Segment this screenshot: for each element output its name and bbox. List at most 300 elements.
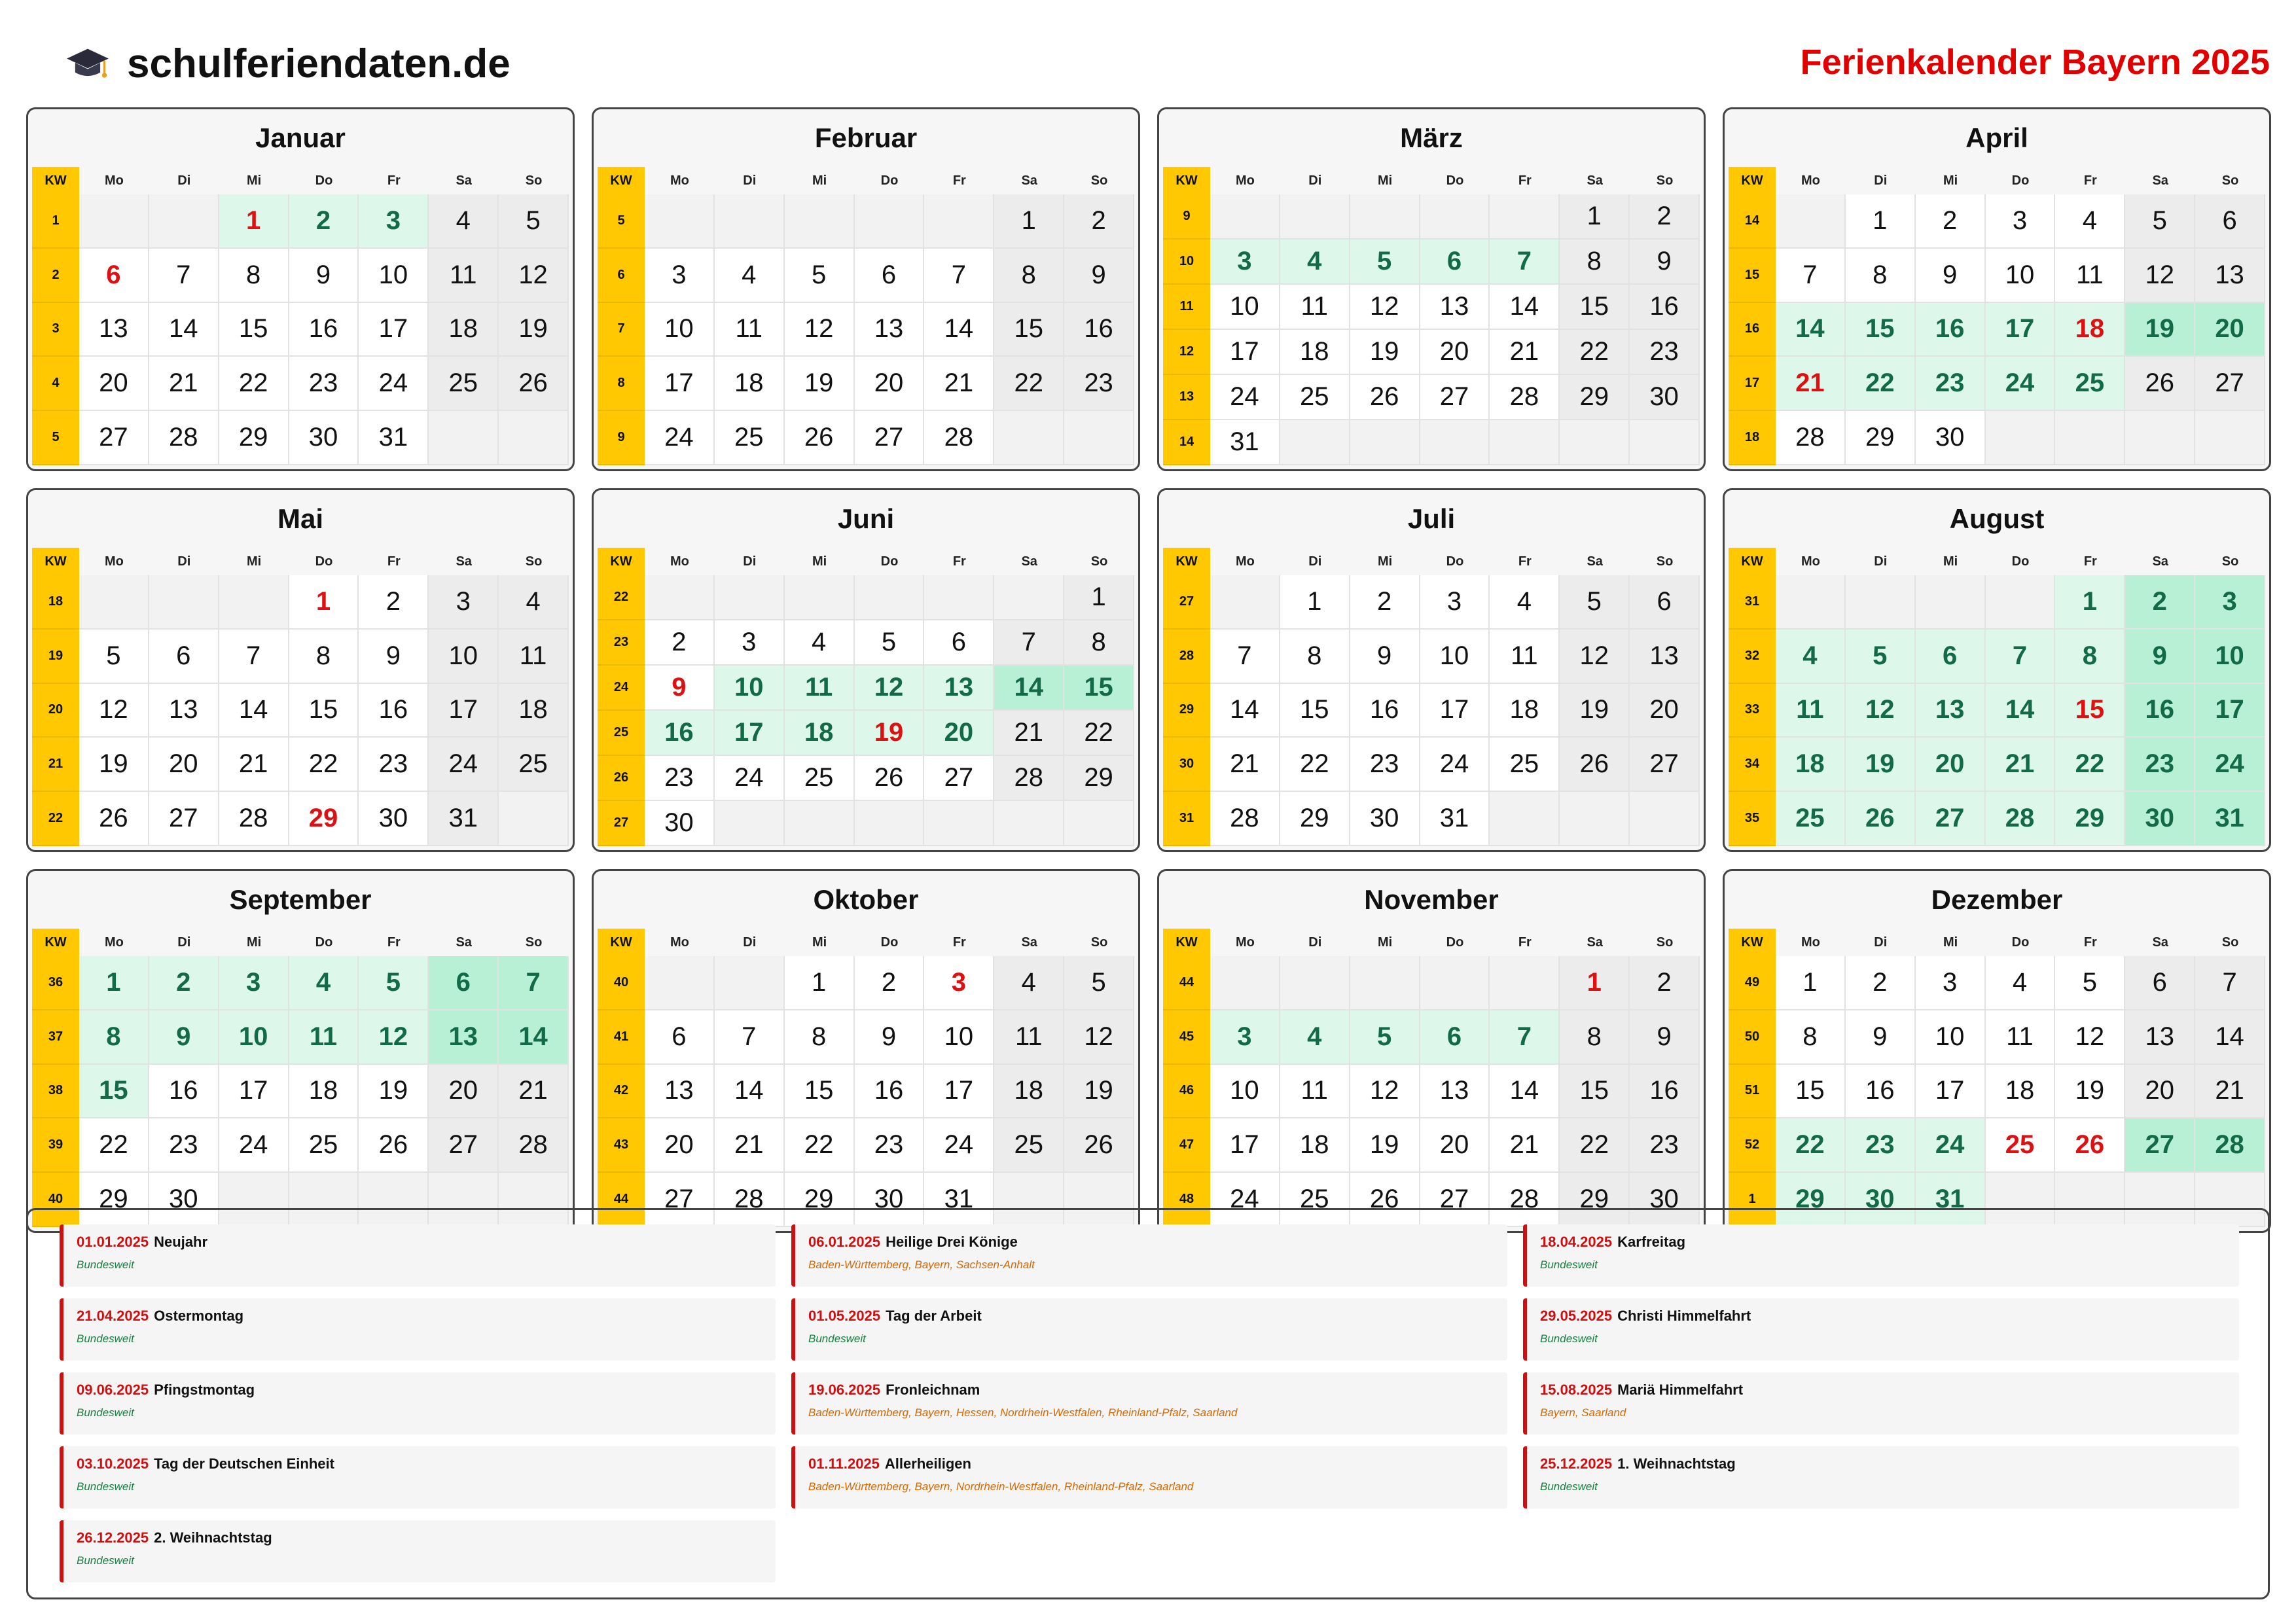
day-cell[interactable]: 16 bbox=[149, 1065, 219, 1119]
school-holiday-cell[interactable]: 27 bbox=[1916, 792, 1986, 846]
day-cell[interactable]: 29 bbox=[1064, 756, 1134, 801]
day-cell[interactable]: 10 bbox=[645, 303, 715, 357]
day-cell[interactable]: 19 bbox=[1064, 1065, 1134, 1119]
day-cell[interactable]: 25 bbox=[994, 1118, 1064, 1173]
day-cell[interactable]: 13 bbox=[2195, 249, 2265, 303]
day-cell[interactable]: 13 bbox=[1420, 285, 1490, 330]
day-cell[interactable]: 8 bbox=[1560, 240, 1630, 285]
day-cell[interactable]: 25 bbox=[1490, 738, 1560, 792]
day-cell[interactable]: 24 bbox=[1210, 1173, 1280, 1227]
school-holiday-cell[interactable]: 6 bbox=[1420, 1010, 1490, 1065]
school-holiday-cell[interactable]: 19 bbox=[1846, 738, 1916, 792]
school-holiday-cell[interactable]: 17 bbox=[2195, 684, 2265, 738]
day-cell[interactable]: 21 bbox=[1490, 330, 1560, 375]
day-cell[interactable]: 11 bbox=[2055, 249, 2125, 303]
day-cell[interactable]: 15 bbox=[1776, 1065, 1846, 1119]
day-cell[interactable]: 5 bbox=[499, 194, 569, 249]
school-holiday-cell[interactable]: 23 bbox=[1916, 357, 1986, 411]
school-holiday-cell[interactable]: 11 bbox=[785, 666, 855, 711]
school-holiday-cell[interactable]: 26 bbox=[1846, 792, 1916, 846]
school-holiday-cell[interactable]: 22 bbox=[1846, 357, 1916, 411]
day-cell[interactable]: 16 bbox=[855, 1065, 925, 1119]
day-cell[interactable]: 13 bbox=[149, 684, 219, 738]
school-holiday-cell[interactable]: 4 bbox=[1280, 240, 1350, 285]
day-cell[interactable]: 15 bbox=[1560, 1065, 1630, 1119]
day-cell[interactable]: 26 bbox=[855, 756, 925, 801]
school-holiday-cell[interactable]: 4 bbox=[1280, 1010, 1350, 1065]
day-cell[interactable]: 17 bbox=[645, 357, 715, 411]
public-holiday-cell[interactable]: 1 bbox=[289, 575, 359, 630]
day-cell[interactable]: 26 bbox=[79, 792, 149, 846]
day-cell[interactable]: 11 bbox=[429, 249, 499, 303]
school-holiday-cell[interactable]: 8 bbox=[2055, 630, 2125, 684]
day-cell[interactable]: 17 bbox=[429, 684, 499, 738]
day-cell[interactable]: 26 bbox=[2125, 357, 2195, 411]
day-cell[interactable]: 20 bbox=[1630, 684, 1700, 738]
day-cell[interactable]: 14 bbox=[149, 303, 219, 357]
day-cell[interactable]: 9 bbox=[359, 630, 429, 684]
day-cell[interactable]: 23 bbox=[359, 738, 429, 792]
day-cell[interactable]: 6 bbox=[855, 249, 925, 303]
day-cell[interactable]: 5 bbox=[785, 249, 855, 303]
day-cell[interactable]: 30 bbox=[289, 411, 359, 465]
day-cell[interactable]: 2 bbox=[1064, 194, 1134, 249]
school-holiday-cell[interactable]: 20 bbox=[2195, 303, 2265, 357]
day-cell[interactable]: 9 bbox=[1350, 630, 1420, 684]
day-cell[interactable]: 10 bbox=[359, 249, 429, 303]
day-cell[interactable]: 16 bbox=[1350, 684, 1420, 738]
school-holiday-cell[interactable]: 2 bbox=[289, 194, 359, 249]
school-holiday-cell[interactable]: 17 bbox=[715, 711, 785, 756]
day-cell[interactable]: 2 bbox=[1846, 956, 1916, 1010]
day-cell[interactable]: 31 bbox=[1210, 420, 1280, 465]
day-cell[interactable]: 26 bbox=[1350, 375, 1420, 420]
day-cell[interactable]: 29 bbox=[1846, 411, 1916, 465]
day-cell[interactable]: 2 bbox=[855, 956, 925, 1010]
day-cell[interactable]: 21 bbox=[499, 1065, 569, 1119]
day-cell[interactable]: 14 bbox=[1210, 684, 1280, 738]
day-cell[interactable]: 21 bbox=[219, 738, 289, 792]
day-cell[interactable]: 6 bbox=[1630, 575, 1700, 630]
school-holiday-cell[interactable]: 11 bbox=[289, 1010, 359, 1065]
day-cell[interactable]: 19 bbox=[785, 357, 855, 411]
day-cell[interactable]: 9 bbox=[1630, 1010, 1700, 1065]
day-cell[interactable]: 4 bbox=[1490, 575, 1560, 630]
day-cell[interactable]: 16 bbox=[359, 684, 429, 738]
day-cell[interactable]: 13 bbox=[855, 303, 925, 357]
day-cell[interactable]: 23 bbox=[149, 1118, 219, 1173]
day-cell[interactable]: 22 bbox=[1064, 711, 1134, 756]
day-cell[interactable]: 10 bbox=[1986, 249, 2056, 303]
day-cell[interactable]: 8 bbox=[1064, 620, 1134, 666]
public-holiday-cell[interactable]: 3 bbox=[924, 956, 994, 1010]
day-cell[interactable]: 17 bbox=[219, 1065, 289, 1119]
day-cell[interactable]: 4 bbox=[715, 249, 785, 303]
public-holiday-cell[interactable]: 1 bbox=[1560, 956, 1630, 1010]
day-cell[interactable]: 8 bbox=[1776, 1010, 1846, 1065]
day-cell[interactable]: 28 bbox=[924, 411, 994, 465]
day-cell[interactable]: 15 bbox=[1280, 684, 1350, 738]
school-holiday-cell[interactable]: 9 bbox=[2125, 630, 2195, 684]
day-cell[interactable]: 11 bbox=[1280, 1065, 1350, 1119]
school-holiday-cell[interactable]: 10 bbox=[219, 1010, 289, 1065]
day-cell[interactable]: 29 bbox=[785, 1173, 855, 1227]
day-cell[interactable]: 14 bbox=[924, 303, 994, 357]
day-cell[interactable]: 22 bbox=[785, 1118, 855, 1173]
day-cell[interactable]: 23 bbox=[1630, 330, 1700, 375]
day-cell[interactable]: 30 bbox=[149, 1173, 219, 1227]
day-cell[interactable]: 19 bbox=[1350, 330, 1420, 375]
school-holiday-cell[interactable]: 12 bbox=[359, 1010, 429, 1065]
day-cell[interactable]: 15 bbox=[785, 1065, 855, 1119]
school-holiday-cell[interactable]: 10 bbox=[715, 666, 785, 711]
public-holiday-cell[interactable]: 9 bbox=[645, 666, 715, 711]
day-cell[interactable]: 16 bbox=[1630, 1065, 1700, 1119]
day-cell[interactable]: 26 bbox=[1064, 1118, 1134, 1173]
day-cell[interactable]: 4 bbox=[2055, 194, 2125, 249]
day-cell[interactable]: 28 bbox=[149, 411, 219, 465]
day-cell[interactable]: 16 bbox=[1630, 285, 1700, 330]
school-holiday-cell[interactable]: 5 bbox=[1350, 240, 1420, 285]
day-cell[interactable]: 10 bbox=[924, 1010, 994, 1065]
day-cell[interactable]: 30 bbox=[359, 792, 429, 846]
day-cell[interactable]: 28 bbox=[1776, 411, 1846, 465]
school-holiday-cell[interactable]: 13 bbox=[1916, 684, 1986, 738]
day-cell[interactable]: 23 bbox=[1064, 357, 1134, 411]
day-cell[interactable]: 17 bbox=[1210, 330, 1280, 375]
day-cell[interactable]: 6 bbox=[924, 620, 994, 666]
day-cell[interactable]: 6 bbox=[2195, 194, 2265, 249]
day-cell[interactable]: 15 bbox=[219, 303, 289, 357]
day-cell[interactable]: 11 bbox=[1986, 1010, 2056, 1065]
day-cell[interactable]: 12 bbox=[1350, 1065, 1420, 1119]
day-cell[interactable]: 5 bbox=[1064, 956, 1134, 1010]
day-cell[interactable]: 12 bbox=[2055, 1010, 2125, 1065]
day-cell[interactable]: 9 bbox=[1846, 1010, 1916, 1065]
public-holiday-cell[interactable]: 19 bbox=[855, 711, 925, 756]
day-cell[interactable]: 27 bbox=[1630, 738, 1700, 792]
day-cell[interactable]: 4 bbox=[994, 956, 1064, 1010]
day-cell[interactable]: 13 bbox=[1630, 630, 1700, 684]
day-cell[interactable]: 3 bbox=[429, 575, 499, 630]
school-holiday-cell[interactable]: 31 bbox=[2195, 792, 2265, 846]
day-cell[interactable]: 27 bbox=[2195, 357, 2265, 411]
day-cell[interactable]: 9 bbox=[1630, 240, 1700, 285]
day-cell[interactable]: 26 bbox=[1560, 738, 1630, 792]
school-holiday-cell[interactable]: 30 bbox=[1846, 1173, 1916, 1227]
school-holiday-cell[interactable]: 8 bbox=[79, 1010, 149, 1065]
school-holiday-cell[interactable]: 15 bbox=[1846, 303, 1916, 357]
day-cell[interactable]: 18 bbox=[994, 1065, 1064, 1119]
day-cell[interactable]: 8 bbox=[219, 249, 289, 303]
day-cell[interactable]: 21 bbox=[1490, 1118, 1560, 1173]
day-cell[interactable]: 8 bbox=[785, 1010, 855, 1065]
public-holiday-cell[interactable]: 26 bbox=[2055, 1118, 2125, 1173]
day-cell[interactable]: 31 bbox=[1420, 792, 1490, 846]
day-cell[interactable]: 21 bbox=[924, 357, 994, 411]
day-cell[interactable]: 30 bbox=[1350, 792, 1420, 846]
day-cell[interactable]: 31 bbox=[359, 411, 429, 465]
day-cell[interactable]: 17 bbox=[924, 1065, 994, 1119]
day-cell[interactable]: 22 bbox=[79, 1118, 149, 1173]
day-cell[interactable]: 24 bbox=[219, 1118, 289, 1173]
school-holiday-cell[interactable]: 2 bbox=[149, 956, 219, 1010]
school-holiday-cell[interactable]: 10 bbox=[2195, 630, 2265, 684]
day-cell[interactable]: 6 bbox=[2125, 956, 2195, 1010]
day-cell[interactable]: 29 bbox=[1560, 375, 1630, 420]
day-cell[interactable]: 2 bbox=[645, 620, 715, 666]
day-cell[interactable]: 18 bbox=[289, 1065, 359, 1119]
day-cell[interactable]: 14 bbox=[1490, 285, 1560, 330]
public-holiday-cell[interactable]: 6 bbox=[79, 249, 149, 303]
school-holiday-cell[interactable]: 16 bbox=[2125, 684, 2195, 738]
day-cell[interactable]: 7 bbox=[994, 620, 1064, 666]
day-cell[interactable]: 5 bbox=[855, 620, 925, 666]
day-cell[interactable]: 19 bbox=[499, 303, 569, 357]
school-holiday-cell[interactable]: 23 bbox=[1846, 1118, 1916, 1173]
school-holiday-cell[interactable]: 18 bbox=[785, 711, 855, 756]
day-cell[interactable]: 9 bbox=[855, 1010, 925, 1065]
day-cell[interactable]: 27 bbox=[855, 411, 925, 465]
school-holiday-cell[interactable]: 24 bbox=[1916, 1118, 1986, 1173]
day-cell[interactable]: 28 bbox=[499, 1118, 569, 1173]
school-holiday-cell[interactable]: 13 bbox=[924, 666, 994, 711]
day-cell[interactable]: 18 bbox=[1986, 1065, 2056, 1119]
school-holiday-cell[interactable]: 15 bbox=[1064, 666, 1134, 711]
school-holiday-cell[interactable]: 25 bbox=[2055, 357, 2125, 411]
day-cell[interactable]: 28 bbox=[1490, 375, 1560, 420]
school-holiday-cell[interactable]: 21 bbox=[1986, 738, 2056, 792]
day-cell[interactable]: 10 bbox=[429, 630, 499, 684]
day-cell[interactable]: 26 bbox=[785, 411, 855, 465]
public-holiday-cell[interactable]: 18 bbox=[2055, 303, 2125, 357]
day-cell[interactable]: 24 bbox=[359, 357, 429, 411]
school-holiday-cell[interactable]: 7 bbox=[1986, 630, 2056, 684]
school-holiday-cell[interactable]: 5 bbox=[1350, 1010, 1420, 1065]
day-cell[interactable]: 18 bbox=[429, 303, 499, 357]
school-holiday-cell[interactable]: 24 bbox=[1986, 357, 2056, 411]
public-holiday-cell[interactable]: 25 bbox=[1986, 1118, 2056, 1173]
day-cell[interactable]: 21 bbox=[2195, 1065, 2265, 1119]
day-cell[interactable]: 10 bbox=[1420, 630, 1490, 684]
day-cell[interactable]: 7 bbox=[1776, 249, 1846, 303]
school-holiday-cell[interactable]: 28 bbox=[1986, 792, 2056, 846]
school-holiday-cell[interactable]: 4 bbox=[289, 956, 359, 1010]
day-cell[interactable]: 7 bbox=[924, 249, 994, 303]
day-cell[interactable]: 13 bbox=[1420, 1065, 1490, 1119]
day-cell[interactable]: 31 bbox=[924, 1173, 994, 1227]
day-cell[interactable]: 14 bbox=[715, 1065, 785, 1119]
day-cell[interactable]: 3 bbox=[1986, 194, 2056, 249]
day-cell[interactable]: 5 bbox=[2055, 956, 2125, 1010]
day-cell[interactable]: 7 bbox=[715, 1010, 785, 1065]
day-cell[interactable]: 3 bbox=[1420, 575, 1490, 630]
day-cell[interactable]: 19 bbox=[1560, 684, 1630, 738]
day-cell[interactable]: 25 bbox=[785, 756, 855, 801]
day-cell[interactable]: 9 bbox=[1064, 249, 1134, 303]
day-cell[interactable]: 7 bbox=[219, 630, 289, 684]
school-holiday-cell[interactable]: 12 bbox=[855, 666, 925, 711]
day-cell[interactable]: 6 bbox=[645, 1010, 715, 1065]
day-cell[interactable]: 24 bbox=[429, 738, 499, 792]
day-cell[interactable]: 1 bbox=[1560, 194, 1630, 240]
day-cell[interactable]: 2 bbox=[1916, 194, 1986, 249]
day-cell[interactable]: 12 bbox=[785, 303, 855, 357]
day-cell[interactable]: 1 bbox=[1776, 956, 1846, 1010]
school-holiday-cell[interactable]: 29 bbox=[1776, 1173, 1846, 1227]
school-holiday-cell[interactable]: 20 bbox=[924, 711, 994, 756]
day-cell[interactable]: 26 bbox=[359, 1118, 429, 1173]
day-cell[interactable]: 6 bbox=[149, 630, 219, 684]
school-holiday-cell[interactable]: 1 bbox=[2055, 575, 2125, 630]
day-cell[interactable]: 27 bbox=[149, 792, 219, 846]
day-cell[interactable]: 27 bbox=[79, 411, 149, 465]
day-cell[interactable]: 22 bbox=[994, 357, 1064, 411]
day-cell[interactable]: 1 bbox=[785, 956, 855, 1010]
day-cell[interactable]: 8 bbox=[1846, 249, 1916, 303]
day-cell[interactable]: 2 bbox=[1350, 575, 1420, 630]
school-holiday-cell[interactable]: 3 bbox=[1210, 240, 1280, 285]
day-cell[interactable]: 30 bbox=[645, 801, 715, 846]
school-holiday-cell[interactable]: 6 bbox=[1916, 630, 1986, 684]
public-holiday-cell[interactable]: 21 bbox=[1776, 357, 1846, 411]
day-cell[interactable]: 7 bbox=[2195, 956, 2265, 1010]
day-cell[interactable]: 25 bbox=[429, 357, 499, 411]
day-cell[interactable]: 8 bbox=[1280, 630, 1350, 684]
day-cell[interactable]: 28 bbox=[715, 1173, 785, 1227]
school-holiday-cell[interactable]: 27 bbox=[2125, 1118, 2195, 1173]
day-cell[interactable]: 22 bbox=[1280, 738, 1350, 792]
day-cell[interactable]: 11 bbox=[1280, 285, 1350, 330]
day-cell[interactable]: 11 bbox=[499, 630, 569, 684]
school-holiday-cell[interactable]: 30 bbox=[2125, 792, 2195, 846]
school-holiday-cell[interactable]: 3 bbox=[359, 194, 429, 249]
day-cell[interactable]: 15 bbox=[994, 303, 1064, 357]
day-cell[interactable]: 13 bbox=[79, 303, 149, 357]
day-cell[interactable]: 26 bbox=[1350, 1173, 1420, 1227]
school-holiday-cell[interactable]: 14 bbox=[994, 666, 1064, 711]
day-cell[interactable]: 4 bbox=[499, 575, 569, 630]
day-cell[interactable]: 20 bbox=[79, 357, 149, 411]
school-holiday-cell[interactable]: 2 bbox=[2125, 575, 2195, 630]
day-cell[interactable]: 20 bbox=[855, 357, 925, 411]
day-cell[interactable]: 30 bbox=[1630, 1173, 1700, 1227]
day-cell[interactable]: 23 bbox=[1350, 738, 1420, 792]
day-cell[interactable]: 13 bbox=[645, 1065, 715, 1119]
school-holiday-cell[interactable]: 6 bbox=[429, 956, 499, 1010]
day-cell[interactable]: 18 bbox=[1490, 684, 1560, 738]
school-holiday-cell[interactable]: 4 bbox=[1776, 630, 1846, 684]
day-cell[interactable]: 20 bbox=[1420, 1118, 1490, 1173]
school-holiday-cell[interactable]: 18 bbox=[1776, 738, 1846, 792]
day-cell[interactable]: 22 bbox=[1560, 1118, 1630, 1173]
day-cell[interactable]: 5 bbox=[1560, 575, 1630, 630]
school-holiday-cell[interactable]: 16 bbox=[1916, 303, 1986, 357]
site-logo[interactable] bbox=[65, 41, 511, 87]
day-cell[interactable]: 25 bbox=[1280, 1173, 1350, 1227]
day-cell[interactable]: 18 bbox=[715, 357, 785, 411]
day-cell[interactable]: 9 bbox=[289, 249, 359, 303]
day-cell[interactable]: 25 bbox=[715, 411, 785, 465]
day-cell[interactable]: 12 bbox=[1560, 630, 1630, 684]
day-cell[interactable]: 27 bbox=[645, 1173, 715, 1227]
day-cell[interactable]: 20 bbox=[429, 1065, 499, 1119]
day-cell[interactable]: 24 bbox=[645, 411, 715, 465]
day-cell[interactable]: 22 bbox=[289, 738, 359, 792]
school-holiday-cell[interactable]: 6 bbox=[1420, 240, 1490, 285]
day-cell[interactable]: 23 bbox=[855, 1118, 925, 1173]
day-cell[interactable]: 12 bbox=[79, 684, 149, 738]
day-cell[interactable]: 5 bbox=[2125, 194, 2195, 249]
day-cell[interactable]: 18 bbox=[499, 684, 569, 738]
school-holiday-cell[interactable]: 29 bbox=[2055, 792, 2125, 846]
day-cell[interactable]: 17 bbox=[1210, 1118, 1280, 1173]
school-holiday-cell[interactable]: 7 bbox=[1490, 1010, 1560, 1065]
day-cell[interactable]: 23 bbox=[645, 756, 715, 801]
day-cell[interactable]: 24 bbox=[1420, 738, 1490, 792]
day-cell[interactable]: 20 bbox=[2125, 1065, 2195, 1119]
school-holiday-cell[interactable]: 19 bbox=[2125, 303, 2195, 357]
school-holiday-cell[interactable]: 9 bbox=[149, 1010, 219, 1065]
school-holiday-cell[interactable]: 5 bbox=[359, 956, 429, 1010]
day-cell[interactable]: 10 bbox=[1210, 1065, 1280, 1119]
day-cell[interactable]: 4 bbox=[429, 194, 499, 249]
day-cell[interactable]: 29 bbox=[79, 1173, 149, 1227]
public-holiday-cell[interactable]: 29 bbox=[289, 792, 359, 846]
school-holiday-cell[interactable]: 23 bbox=[2125, 738, 2195, 792]
day-cell[interactable]: 30 bbox=[1630, 375, 1700, 420]
day-cell[interactable]: 16 bbox=[1064, 303, 1134, 357]
day-cell[interactable]: 30 bbox=[855, 1173, 925, 1227]
school-holiday-cell[interactable]: 3 bbox=[219, 956, 289, 1010]
day-cell[interactable]: 18 bbox=[1280, 330, 1350, 375]
day-cell[interactable]: 27 bbox=[1420, 1173, 1490, 1227]
school-holiday-cell[interactable]: 28 bbox=[2195, 1118, 2265, 1173]
day-cell[interactable]: 22 bbox=[1560, 330, 1630, 375]
day-cell[interactable]: 3 bbox=[645, 249, 715, 303]
day-cell[interactable]: 12 bbox=[1064, 1010, 1134, 1065]
day-cell[interactable]: 1 bbox=[1280, 575, 1350, 630]
day-cell[interactable]: 3 bbox=[715, 620, 785, 666]
school-holiday-cell[interactable]: 5 bbox=[1846, 630, 1916, 684]
school-holiday-cell[interactable]: 12 bbox=[1846, 684, 1916, 738]
school-holiday-cell[interactable]: 24 bbox=[2195, 738, 2265, 792]
day-cell[interactable]: 12 bbox=[2125, 249, 2195, 303]
day-cell[interactable]: 10 bbox=[1916, 1010, 1986, 1065]
day-cell[interactable]: 1 bbox=[994, 194, 1064, 249]
day-cell[interactable]: 19 bbox=[2055, 1065, 2125, 1119]
day-cell[interactable]: 16 bbox=[1846, 1065, 1916, 1119]
day-cell[interactable]: 28 bbox=[219, 792, 289, 846]
day-cell[interactable]: 29 bbox=[219, 411, 289, 465]
day-cell[interactable]: 3 bbox=[1916, 956, 1986, 1010]
school-holiday-cell[interactable]: 14 bbox=[499, 1010, 569, 1065]
school-holiday-cell[interactable]: 3 bbox=[1210, 1010, 1280, 1065]
day-cell[interactable]: 7 bbox=[1210, 630, 1280, 684]
day-cell[interactable]: 17 bbox=[1916, 1065, 1986, 1119]
school-holiday-cell[interactable]: 7 bbox=[1490, 240, 1560, 285]
day-cell[interactable]: 21 bbox=[994, 711, 1064, 756]
day-cell[interactable]: 21 bbox=[1210, 738, 1280, 792]
day-cell[interactable]: 25 bbox=[1280, 375, 1350, 420]
day-cell[interactable]: 7 bbox=[149, 249, 219, 303]
day-cell[interactable]: 23 bbox=[289, 357, 359, 411]
day-cell[interactable]: 22 bbox=[219, 357, 289, 411]
day-cell[interactable]: 14 bbox=[219, 684, 289, 738]
day-cell[interactable]: 29 bbox=[1560, 1173, 1630, 1227]
day-cell[interactable]: 25 bbox=[499, 738, 569, 792]
day-cell[interactable]: 19 bbox=[79, 738, 149, 792]
